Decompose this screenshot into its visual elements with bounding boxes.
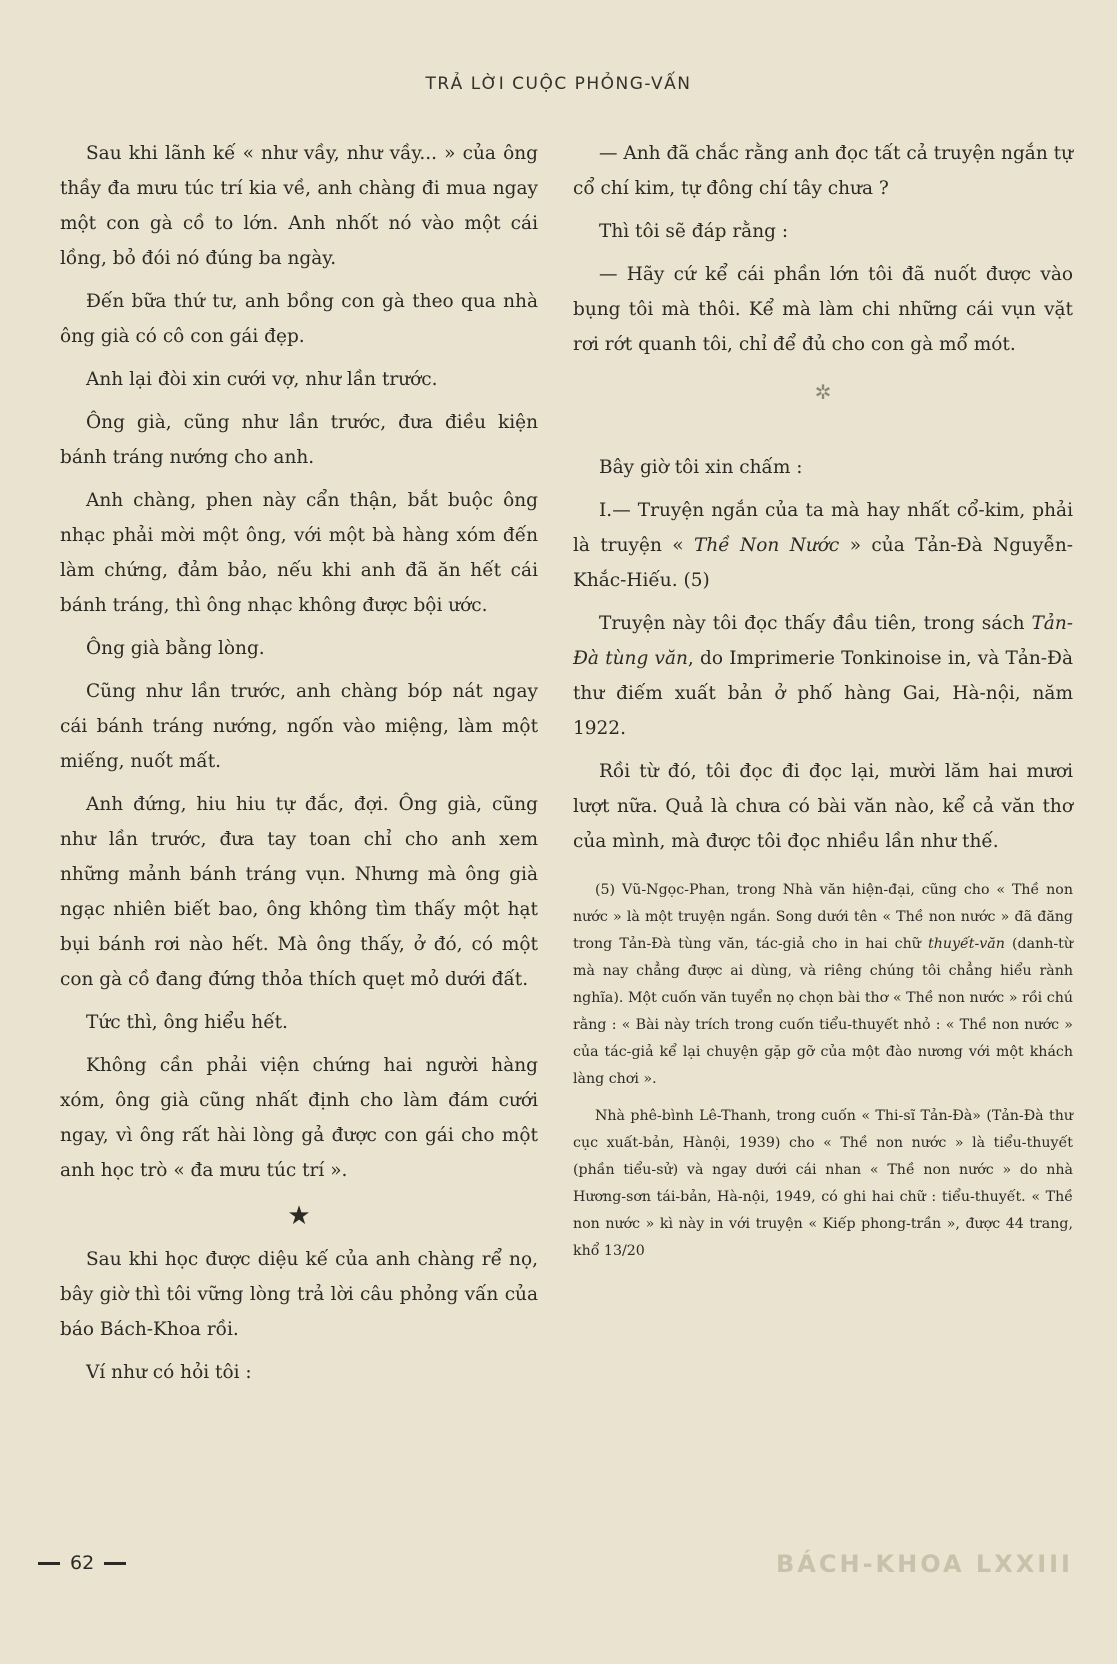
paragraph: Không cần phải viện chứng hai người hàng xóm, ông già cũng nhất định cho làm đám cưới ngay, vì ông rất hài lòng gả được con gái cho một anh học trò « đa mưu túc trí ». (60, 1055, 538, 1181)
masthead: BÁCH-KHOA LXXIII (776, 1550, 1073, 1578)
spacer (573, 426, 1073, 450)
italic-title: thuyết-văn (928, 936, 1005, 952)
text-run: » của Tản-Đà Nguyễn-Khắc-Hiếu. (5) (573, 535, 1073, 591)
paragraph: Sau khi lãnh kế « như vầy, như vầy... » của ông thầy đa mưu túc trí kia về, anh chàng đi mua ngay một con gà cồ to lớn. Anh nhốt nó vào một cái lồng, bỏ đói nó đúng ba ngày. (60, 143, 538, 269)
italic-title: Thề Non Nước (694, 535, 840, 556)
paragraph: Cũng như lần trước, anh chàng bóp nát ngay cái bánh tráng nướng, ngốn vào miệng, làm một miếng, nuốt mất. (60, 681, 538, 772)
text-run: (danh-từ mà nay chẳng được ai dùng, và riêng chúng tôi chẳng hiểu rành nghĩa). Một cuốn văn tuyển nọ chọn bài thơ « Thề non nước » rồi chú rằng : « Bài này trích trong cuốn tiểu-thuyết nhỏ : « Thề non nước » của tác-giả kể lại chuyện gặp gỡ của một đào nương với một khách làng chơi ». (573, 936, 1073, 1087)
paragraph: Tức thì, ông hiểu hết. (86, 1012, 288, 1033)
text-run: , do Imprimerie Tonkinoise in, và Tản-Đà thư điếm xuất bản ở phố hàng Gai, Hà-nội, năm 1922. (573, 648, 1073, 739)
italic-title: Tản-Đà tùng văn (573, 613, 1073, 669)
left-column (60, 136, 538, 1398)
paragraph: Ông già bằng lòng. (86, 638, 265, 659)
paragraph: Anh chàng, phen này cẩn thận, bắt buộc ông nhạc phải mời một ông, với một bà hàng xóm đến làm chứng, đảm bảo, nếu khi anh đã ăn hết cái bánh tráng, thì ông nhạc không được bội ước. (60, 490, 538, 616)
paragraph: — Hãy cứ kể cái phần lớn tôi đã nuốt được vào bụng tôi mà thôi. Kể mà làm chi những cái vụn vặt rơi rớt quanh tôi, chỉ để đủ cho con gà mổ mót. (573, 264, 1073, 355)
dash-right (104, 1562, 126, 1565)
dash-left (38, 1562, 60, 1565)
paragraph: Anh đứng, hiu hiu tự đắc, đợi. Ông già, cũng như lần trước, đưa tay toan chỉ cho anh xem những mảnh bánh tráng vụn. Nhưng mà ông già ngạc nhiên biết bao, ông không tìm thấy một hạt bụi bánh rơi nào hết. Mà ông thấy, ở đó, có một con gà cồ đang đứng thỏa thích quẹt mỏ dưới đất. (60, 794, 538, 990)
paragraph: Sau khi học được diệu kế của anh chàng rể nọ, bây giờ thì tôi vững lòng trả lời câu phỏng vấn của báo Bách-Khoa rồi. (60, 1249, 538, 1340)
running-title: TRẢ LỜI CUỘC PHỎNG-VẤN (425, 74, 692, 94)
text-run: (5) Vũ-Ngọc-Phan, trong Nhà văn hiện-đại, cũng cho « Thề non nước » là một truyện ngắn. Song dưới tên « Thề non nước » đã đăng trong Tản-Đà tùng văn, tác-giả cho in hai chữ (573, 882, 1073, 952)
paragraph: Bây giờ tôi xin chấm : (599, 457, 803, 478)
paragraph: Ông già, cũng như lần trước, đưa điều kiện bánh tráng nướng cho anh. (60, 412, 538, 468)
right-paragraphs (573, 136, 1073, 362)
footnote (573, 877, 1073, 1265)
footnote-paragraph (573, 877, 1073, 1093)
text-run: Truyện này tôi đọc thấy đầu tiên, trong sách (599, 613, 1032, 634)
ranking-paragraphs (573, 450, 1073, 859)
left-paragraphs (60, 136, 538, 1188)
paragraph: Đến bữa thứ tư, anh bồng con gà theo qua nhà ông già có cô con gái đẹp. (60, 291, 538, 347)
paragraph (573, 493, 1073, 598)
flower-divider-icon: ✲ (814, 380, 832, 404)
paragraph: Thì tôi sẽ đáp rằng : (599, 221, 789, 242)
page-number (34, 1552, 130, 1574)
paragraph (573, 606, 1073, 746)
after-star-paragraphs (60, 1242, 538, 1390)
right-column (573, 136, 1073, 1275)
paragraph: Ví như có hỏi tôi : (86, 1362, 252, 1383)
paragraph: — Anh đã chắc rằng anh đọc tất cả truyện ngắn tự cổ chí kim, tự đông chí tây chưa ? (573, 143, 1073, 199)
star-divider-icon: ★ (287, 1201, 311, 1231)
text-run: I.— Truyện ngắn của ta mà hay nhất cổ-kim, phải là truyện « (573, 500, 1073, 556)
paragraph: Anh lại đòi xin cưới vợ, như lần trước. (86, 369, 438, 390)
page-number-text: 62 (70, 1552, 95, 1574)
paragraph: Rồi từ đó, tôi đọc đi đọc lại, mười lăm hai mươi lượt nữa. Quả là chưa có bài văn nào, kể cả văn thơ của mình, mà được tôi đọc nhiều lần như thế. (573, 761, 1073, 852)
footnote-paragraph: Nhà phê-bình Lê-Thanh, trong cuốn « Thi-sĩ Tản-Đà» (Tản-Đà thư cục xuất-bản, Hànội, 1939) cho « Thề non nước » là tiểu-thuyết (phần tiểu-sử) và ngay dưới cái nhan « Thề non nước » do nhà Hương-sơn tái-bản, Hà-nội, 1949, có ghi hai chữ : tiểu-thuyết. « Thề non nước » kì này in với truyện « Kiếp phong-trần », được 44 trang, khổ 13/20 (573, 1108, 1073, 1259)
